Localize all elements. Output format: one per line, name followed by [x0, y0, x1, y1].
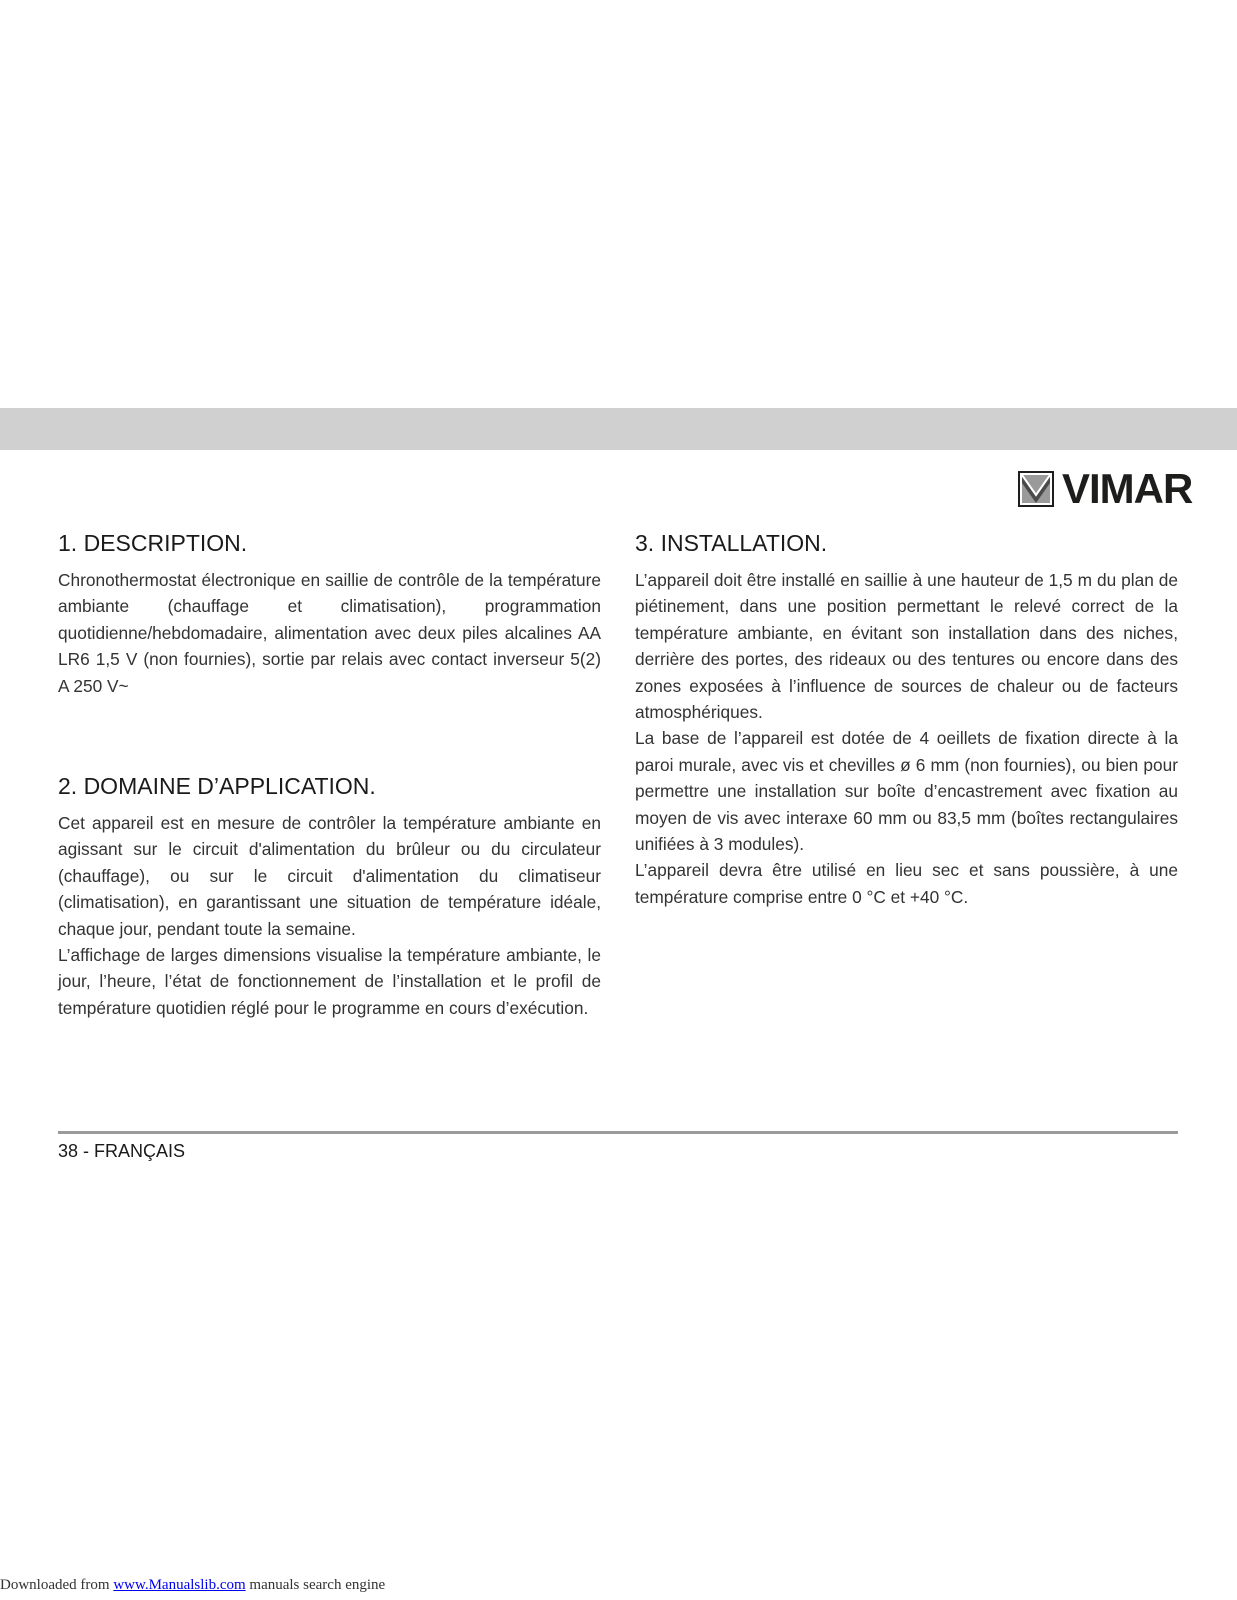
section-paragraph: L’affichage de larges dimensions visualise la température ambiante, le jour, l’heure, l’état de fonctionnement de l’installation et le profil de température quotidien réglé pour le programme en cours d’exécution. — [58, 945, 601, 1018]
right-column — [635, 528, 1178, 910]
section-description — [58, 528, 601, 699]
section-title: 1. DESCRIPTION. — [58, 530, 248, 556]
logo-wordmark: VIMAR — [1062, 465, 1193, 512]
section-title: 3. INSTALLATION. — [635, 530, 828, 556]
section-paragraph: L’appareil doit être installé en saillie à une hauteur de 1,5 m du plan de piétinement, dans une position permettant le relevé correct de la température ambiante, en évitant son installation dans des niches, derrière des portes, des rideaux ou des tentures ou encore dans des zones exposées à l’influence de sources de chaleur ou de facteurs atmosphériques. — [635, 570, 1178, 723]
download-footer-suffix: manuals search engine — [245, 1577, 386, 1593]
vimar-logo-mark-icon — [1018, 471, 1054, 507]
section-paragraph: Chronothermostat électronique en saillie de contrôle de la température ambiante (chauffage et climatisation), programmation quotidienne/hebdomadaire, alimentation avec deux piles alcalines AA LR6 1,5 V (non fournies), sortie par relais avec contact inverseur 5(2) A 250 V~ — [58, 570, 601, 696]
header-band — [0, 408, 1237, 450]
vimar-logo — [1018, 467, 1192, 511]
section-paragraph: La base de l’appareil est dotée de 4 oeillets de fixation directe à la paroi murale, avec vis et chevilles ø 6 mm (non fournies), ou bien pour permettre une installation sur boîte d’encastrement avec fixation au moyen de vis avec interaxe 60 mm ou 83,5 mm (boîtes rectangulaires unifiées à 3 modules). — [635, 728, 1178, 855]
page-number: 38 - FRANÇAIS — [58, 1141, 186, 1161]
section-title: 2. DOMAINE D’APPLICATION. — [58, 773, 376, 800]
download-footer-prefix: Downloaded from — [0, 1577, 114, 1593]
download-footer — [0, 1577, 385, 1594]
left-column — [58, 528, 601, 1021]
section-paragraph: Cet appareil est en mesure de contrôler la température ambiante en agissant sur le circuit d'alimentation du brûleur ou du circulateur (chauffage), ou sur le circuit d'alimentation du climatiseur (climatisation), en garantissant une situation de température idéale, chaque jour, pendant toute la semaine. — [58, 813, 601, 939]
manualslib-link[interactable]: www.Manualslib.com — [113, 1577, 246, 1593]
section-domaine-application — [58, 771, 601, 1021]
section-installation — [635, 528, 1178, 910]
section-paragraph: L’appareil devra être utilisé en lieu sec et sans poussière, à une température comprise entre 0 °C et +40 °C. — [635, 860, 1178, 907]
footer-rule — [58, 1131, 1178, 1134]
